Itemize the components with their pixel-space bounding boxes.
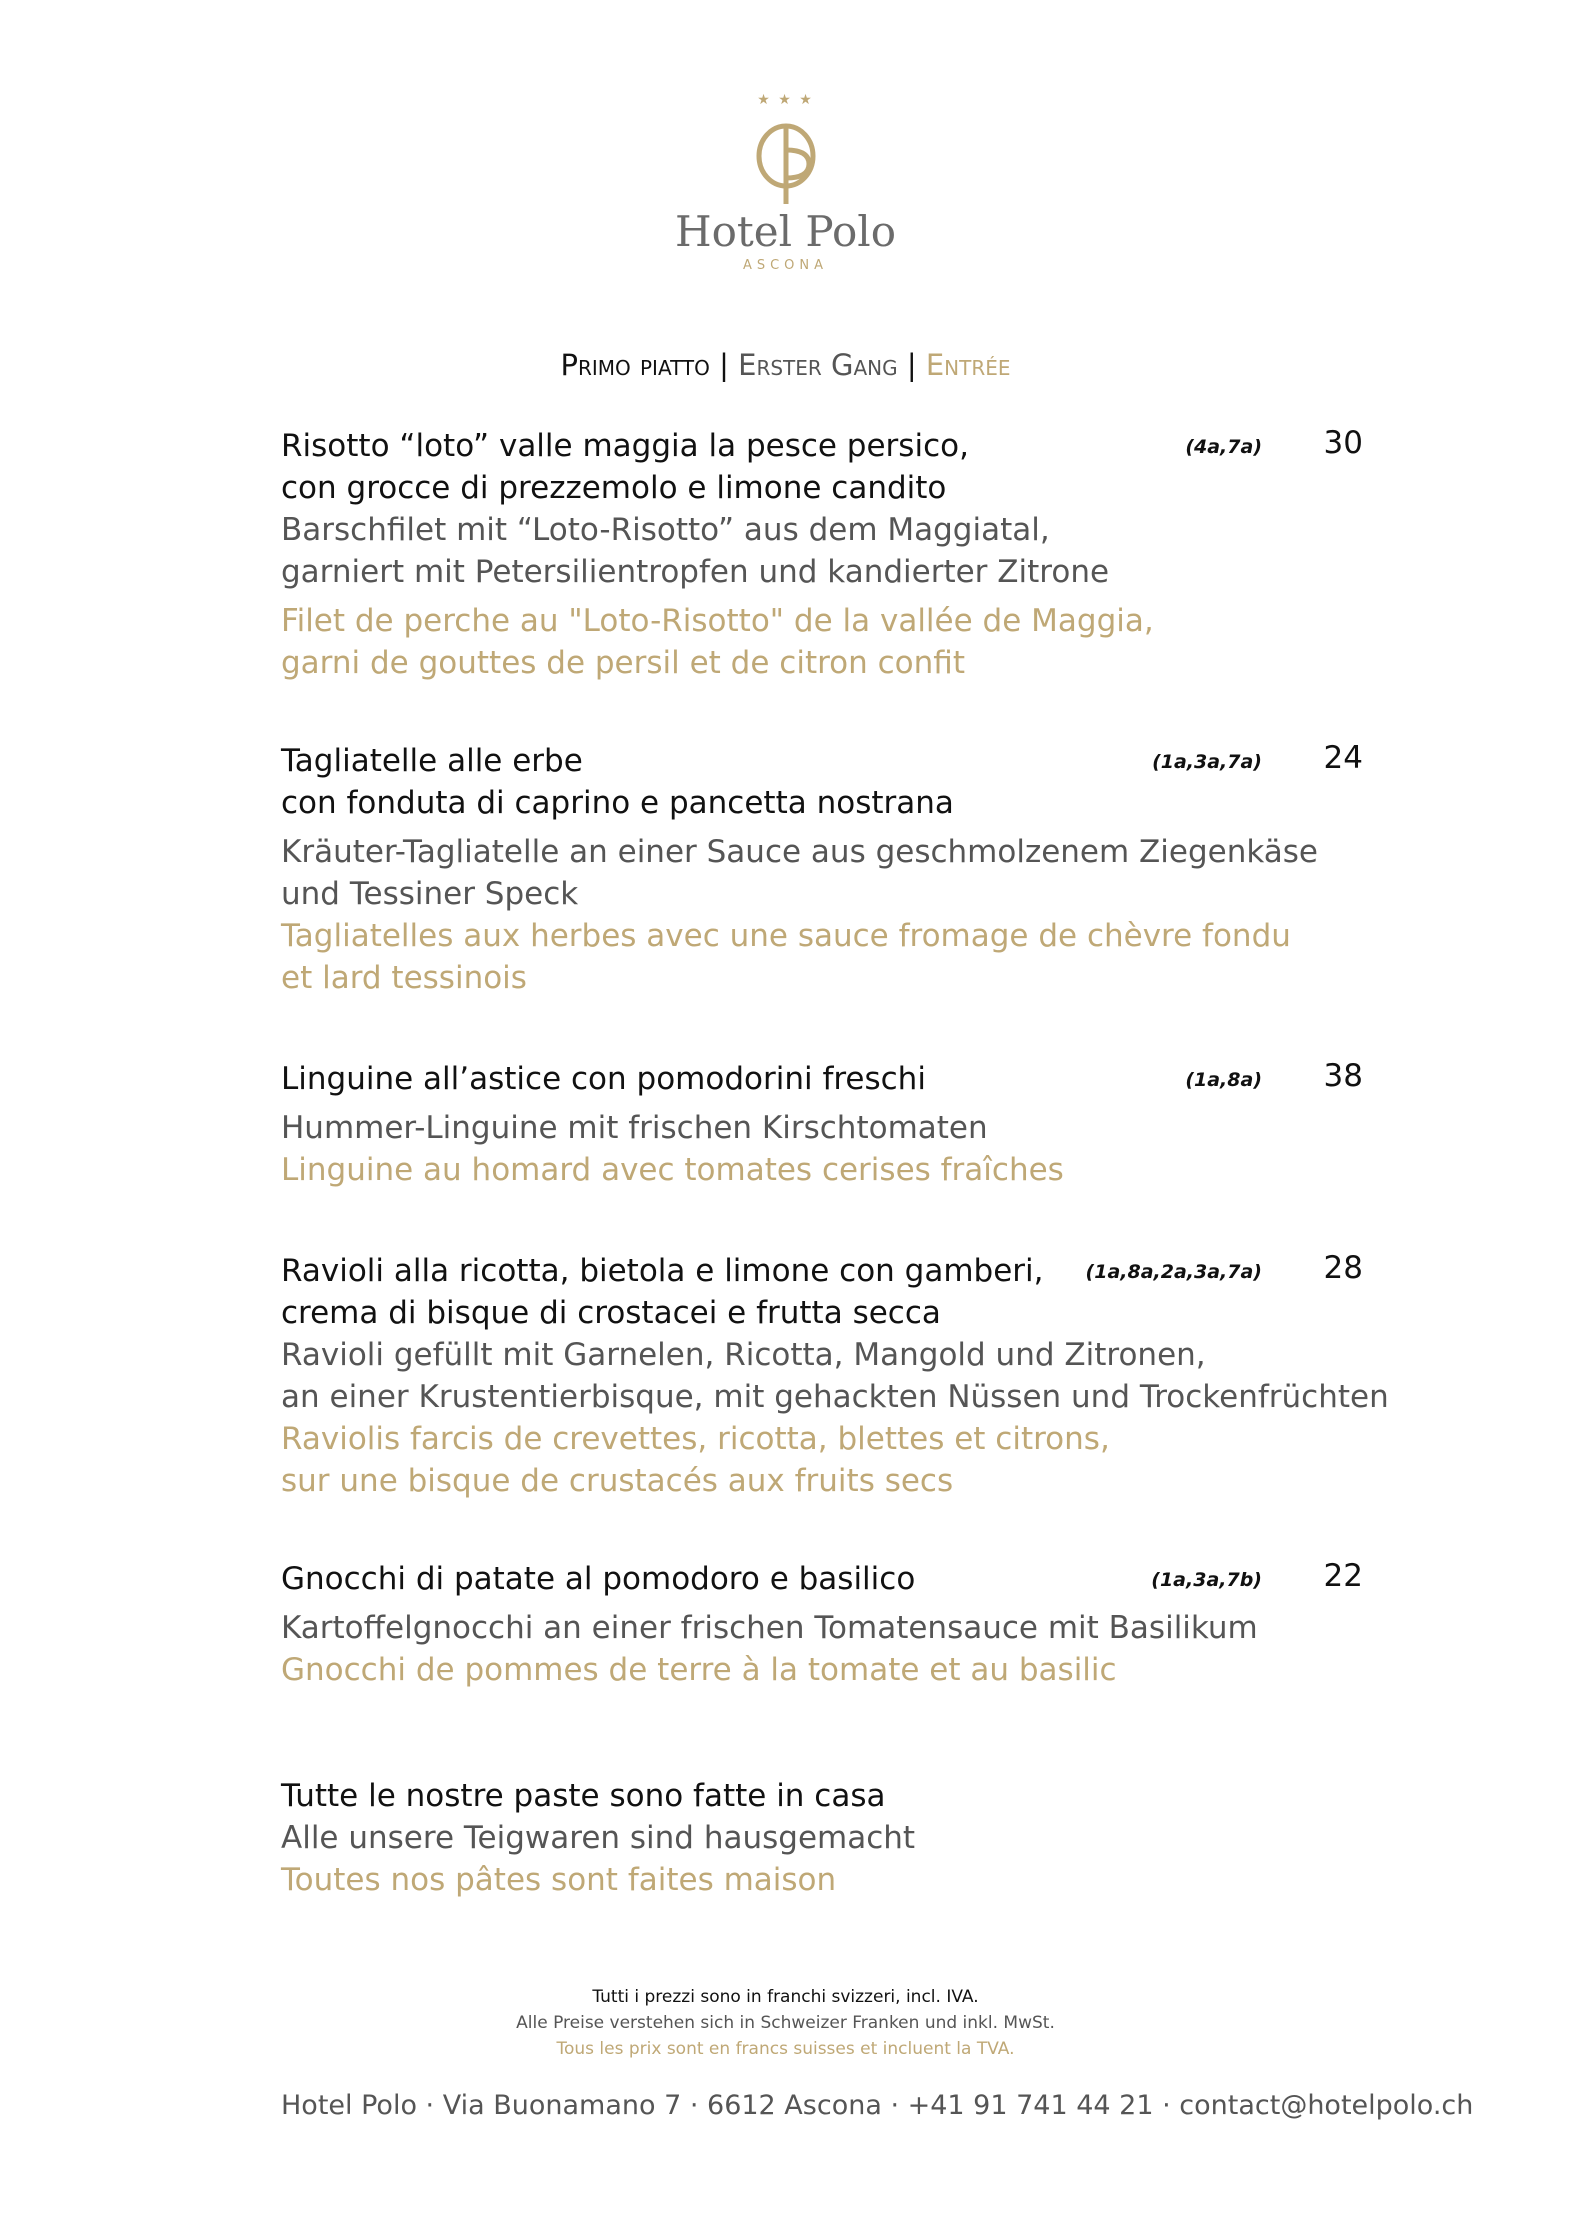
heading-it: Primo piatto xyxy=(560,348,710,382)
dish-name-it: Linguine all’astice con pomodorini freschi xyxy=(281,1061,926,1097)
hotel-logo xyxy=(0,92,1571,273)
op-monogram-icon xyxy=(751,114,821,206)
dish-name-de: Kartoffelgnocchi an einer frischen Tomatensauce mit Basilikum xyxy=(281,1610,1258,1646)
dish-name-fr: Linguine au homard avec tomates cerises fraîches xyxy=(281,1152,1064,1188)
dish-name-it: Risotto “loto” valle maggia la pesce persico, con grocce di prezzemolo e limone candito xyxy=(281,428,969,506)
price-note-de: Alle Preise verstehen sich in Schweizer Franken und inkl. MwSt. xyxy=(516,2013,1055,2033)
pasta-note-de: Alle unsere Teigwaren sind hausgemacht xyxy=(281,1820,916,1856)
menu-item xyxy=(281,1058,1064,1191)
brand-name: Hotel Polo xyxy=(675,207,896,256)
dish-name-fr: Gnocchi de pommes de terre à la tomate et au basilic xyxy=(281,1652,1117,1688)
dish-name-de: Ravioli gefüllt mit Garnelen, Ricotta, Mangold und Zitronen, an einer Krustentierbisque, mit gehackten Nüssen und Trockenfrüchten xyxy=(281,1337,1389,1415)
dish-name-it: Gnocchi di patate al pomodoro e basilico xyxy=(281,1561,916,1597)
dish-name-it: Ravioli alla ricotta, bietola e limone con gamberi, crema di bisque di crostacei e frutta secca xyxy=(281,1253,1044,1331)
allergen-codes: (1a,8a) xyxy=(1185,1069,1262,1091)
brand-location: ASCONA xyxy=(742,258,829,273)
price-note-it: Tutti i prezzi sono in franchi svizzeri, incl. IVA. xyxy=(592,1987,979,2007)
dish-name-de: Kräuter-Tagliatelle an einer Sauce aus geschmolzenem Ziegenkäse und Tessiner Speck xyxy=(281,834,1319,912)
heading-separator: | xyxy=(719,348,729,382)
price-note-fr: Tous les prix sont en francs suisses et incluent la TVA. xyxy=(556,2039,1015,2059)
dish-name-fr: Raviolis farcis de crevettes, ricotta, blettes et citrons, sur une bisque de crustacés aux fruits secs xyxy=(281,1421,1110,1499)
dish-price: 30 xyxy=(1323,425,1363,461)
pasta-note-it: Tutte le nostre paste sono fatte in casa xyxy=(281,1778,886,1814)
menu-item xyxy=(281,1250,1389,1502)
allergen-codes: (1a,3a,7a) xyxy=(1152,751,1262,773)
dish-name-it: Tagliatelle alle erbe con fonduta di caprino e pancetta nostrana xyxy=(281,743,954,821)
pasta-note-fr: Toutes nos pâtes sont faites maison xyxy=(281,1862,837,1898)
allergen-codes: (4a,7a) xyxy=(1185,436,1262,458)
allergen-codes: (1a,3a,7b) xyxy=(1151,1569,1262,1591)
dish-price: 38 xyxy=(1323,1058,1363,1094)
heading-separator: | xyxy=(906,348,917,382)
heading-de: Erster Gang xyxy=(738,348,898,382)
section-heading xyxy=(0,348,1571,382)
dish-name-de: Barschfilet mit “Loto-Risotto” aus dem Maggiatal, garniert mit Petersilientropfen und kandierter Zitrone xyxy=(281,512,1110,590)
menu-item xyxy=(281,425,1154,684)
dish-price: 22 xyxy=(1323,1558,1363,1594)
dish-price: 28 xyxy=(1323,1250,1363,1286)
pasta-note xyxy=(281,1775,915,1901)
dish-price: 24 xyxy=(1323,740,1363,776)
heading-fr: Entrée xyxy=(925,348,1011,382)
allergen-codes: (1a,8a,2a,3a,7a) xyxy=(1085,1261,1262,1283)
stars: ★ ★ ★ xyxy=(757,92,814,108)
menu-item xyxy=(281,740,1318,999)
dish-name-fr: Tagliatelles aux herbes avec une sauce fromage de chèvre fondu et lard tessinois xyxy=(281,918,1291,996)
dish-name-de: Hummer-Linguine mit frischen Kirschtomaten xyxy=(281,1110,988,1146)
footer-contact: Hotel Polo · Via Buonamano 7 · 6612 Ascona · +41 91 741 44 21 · contact@hotelpolo.ch xyxy=(281,2090,1474,2121)
dish-name-fr: Filet de perche au "Loto-Risotto" de la vallée de Maggia, garni de gouttes de persil et de citron confit xyxy=(281,603,1154,681)
